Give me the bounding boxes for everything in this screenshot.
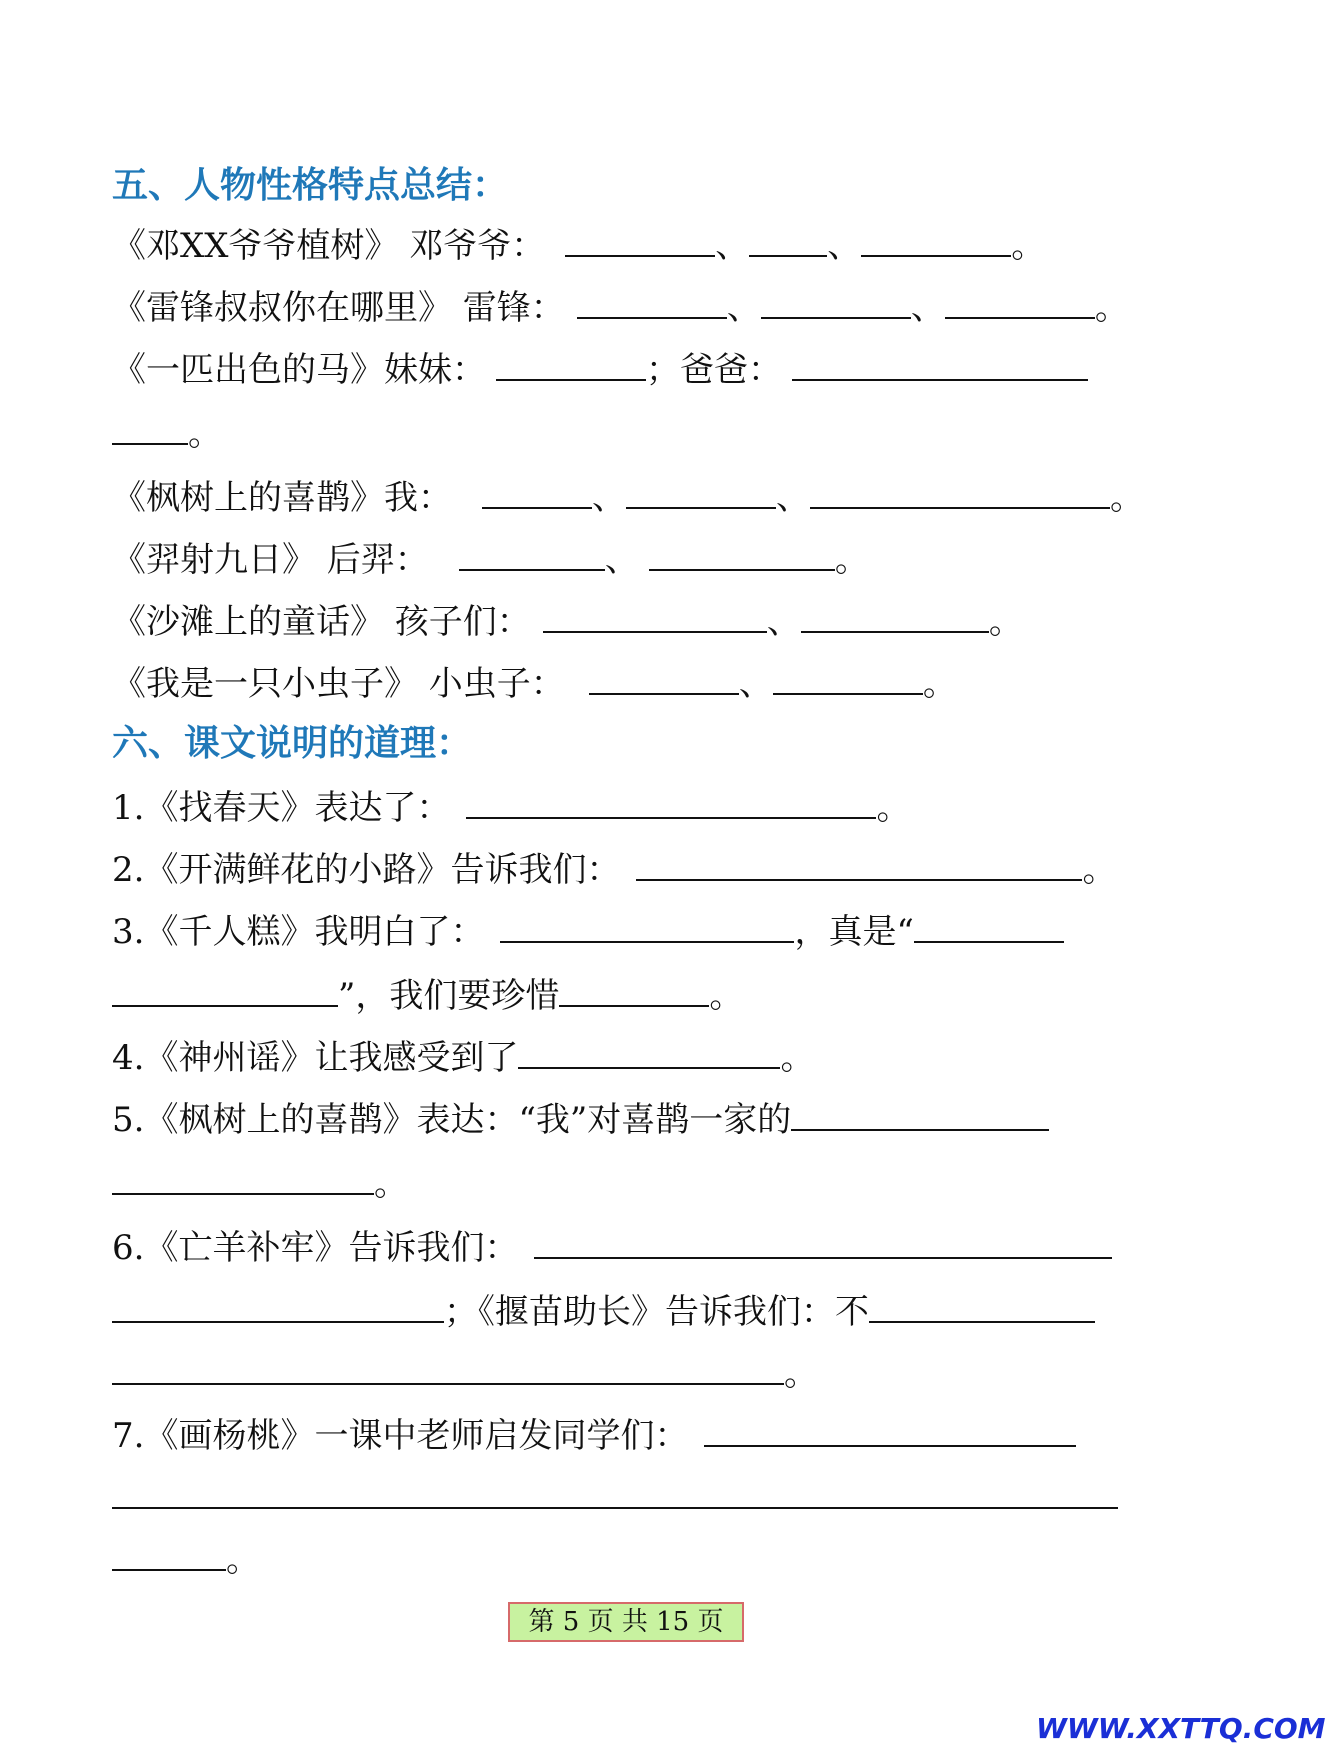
s5-item-3 (112, 348, 1088, 392)
answer-blank[interactable] (112, 1541, 226, 1571)
s6-q4 (112, 1036, 814, 1080)
s5-item-6 (112, 600, 1023, 644)
s6-q6-cont2 (112, 1352, 818, 1396)
answer-blank[interactable] (112, 415, 188, 445)
s6-q1-text: 1.《找春天》表达了： (112, 788, 451, 828)
separator: 、 (766, 602, 801, 642)
s5-item-3-cont (112, 412, 222, 456)
separator: 、 (776, 478, 810, 518)
page-number-badge: 第 5 页 共 15 页 (508, 1602, 744, 1642)
separator: 、 (726, 288, 761, 328)
answer-blank[interactable] (496, 351, 646, 381)
s6-q3-text: 3.《千人糕》我明白了： (112, 912, 485, 952)
answer-blank[interactable] (649, 541, 835, 571)
period: 。 (188, 414, 222, 454)
answer-blank[interactable] (577, 289, 727, 319)
s6-q7 (112, 1414, 1076, 1458)
s5-item-7-text: 《我是一只小虫子》 小虫子： (112, 664, 565, 704)
answer-blank[interactable] (112, 1293, 444, 1323)
separator: 、 (827, 226, 862, 266)
s6-q6-text: 6.《亡羊补牢》告诉我们： (112, 1228, 519, 1268)
s6-q3-cont (112, 974, 743, 1018)
answer-blank[interactable] (810, 479, 1110, 509)
s5-item-2-text: 《雷锋叔叔你在哪里》 雷锋： (112, 288, 565, 328)
s5-item-5 (112, 538, 869, 582)
s6-q5-cont (112, 1162, 408, 1206)
answer-blank[interactable] (761, 289, 911, 319)
answer-blank[interactable] (626, 479, 776, 509)
s6-q3 (112, 910, 1064, 954)
answer-blank[interactable] (559, 977, 709, 1007)
period: 。 (1011, 226, 1046, 266)
period: 。 (780, 1038, 815, 1078)
site-watermark: WWW.XXTTQ.COM (1036, 1712, 1326, 1745)
section5-title: 五、人物性格特点总结： (112, 165, 509, 206)
answer-blank[interactable] (914, 913, 1064, 943)
period: 。 (1094, 288, 1129, 328)
answer-blank[interactable] (500, 913, 794, 943)
s5-item-1-text: 《邓XX爷爷植树》 邓爷爷： (112, 226, 546, 266)
answer-blank[interactable] (518, 1039, 780, 1069)
q6-mid-text: ；《揠苗助长》告诉我们：不 (444, 1292, 869, 1332)
period: 。 (1110, 478, 1144, 518)
answer-blank[interactable] (945, 289, 1095, 319)
answer-blank[interactable] (112, 1355, 784, 1385)
s6-q6-cont (112, 1290, 1095, 1334)
s5-item-2 (112, 286, 1129, 330)
s6-q7-cont2 (112, 1538, 260, 1582)
separator: 、 (592, 478, 626, 518)
answer-blank[interactable] (749, 227, 827, 257)
answer-blank[interactable] (792, 351, 1088, 381)
answer-blank[interactable] (112, 1479, 1118, 1509)
answer-blank[interactable] (112, 1165, 374, 1195)
answer-blank[interactable] (869, 1293, 1095, 1323)
period: 。 (988, 602, 1023, 642)
s6-q2 (112, 848, 1116, 892)
separator: ；爸爸： (646, 350, 782, 390)
s5-item-4 (112, 476, 1144, 520)
s5-item-5-text: 《羿射九日》 后羿： (112, 540, 429, 580)
s6-q5 (112, 1098, 1049, 1142)
period: 。 (922, 664, 957, 704)
answer-blank[interactable] (534, 1229, 1112, 1259)
s6-q5-text: 5.《枫树上的喜鹊》表达：“我”对喜鹊一家的 (112, 1100, 792, 1140)
answer-blank[interactable] (565, 227, 715, 257)
answer-blank[interactable] (636, 851, 1082, 881)
answer-blank[interactable] (112, 977, 338, 1007)
q3-mid2-text: ”，我们要珍惜 (338, 976, 560, 1016)
answer-blank[interactable] (801, 603, 989, 633)
period: 。 (1082, 850, 1117, 890)
separator: 、 (715, 226, 750, 266)
separator: 、 (604, 540, 639, 580)
answer-blank[interactable] (704, 1417, 1076, 1447)
period: 。 (784, 1354, 818, 1394)
answer-blank[interactable] (482, 479, 592, 509)
answer-blank[interactable] (466, 789, 876, 819)
answer-blank[interactable] (773, 665, 923, 695)
s6-q4-text: 4.《神州谣》让我感受到了 (112, 1038, 519, 1078)
s6-q7-cont (112, 1476, 1118, 1520)
answer-blank[interactable] (791, 1101, 1049, 1131)
separator: 、 (910, 288, 945, 328)
period: 。 (226, 1540, 260, 1580)
s6-q7-text: 7.《画杨桃》一课中老师启发同学们： (112, 1416, 689, 1456)
period: 。 (374, 1164, 408, 1204)
answer-blank[interactable] (543, 603, 767, 633)
answer-blank[interactable] (589, 665, 739, 695)
s6-q6 (112, 1226, 1112, 1270)
s5-item-6-text: 《沙滩上的童话》 孩子们： (112, 602, 531, 642)
period: 。 (876, 788, 911, 828)
period: 。 (834, 540, 869, 580)
s5-item-4-text: 《枫树上的喜鹊》我： (112, 478, 452, 518)
period: 。 (709, 976, 744, 1016)
s5-item-1 (112, 224, 1045, 268)
separator: 、 (738, 664, 773, 704)
s5-item-3-text: 《一匹出色的马》妹妹： (112, 350, 486, 390)
section6-title: 六、课文说明的道理： (112, 723, 473, 764)
s6-q1 (112, 786, 910, 830)
q3-mid-text: ，真是“ (794, 912, 914, 952)
s5-item-7 (112, 662, 957, 706)
answer-blank[interactable] (861, 227, 1011, 257)
answer-blank[interactable] (459, 541, 605, 571)
s6-q2-text: 2.《开满鲜花的小路》告诉我们： (112, 850, 621, 890)
